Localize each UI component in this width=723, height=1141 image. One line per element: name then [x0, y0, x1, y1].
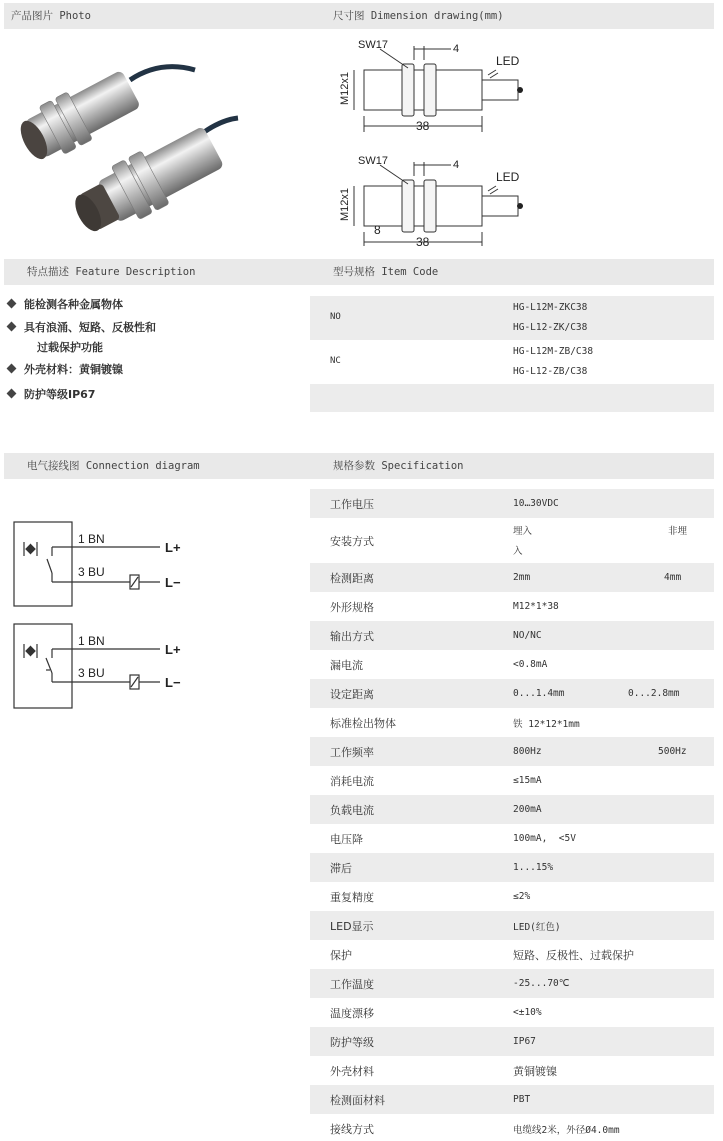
thread-label-2: M12x1	[339, 187, 351, 221]
spec-key: 工作频率	[330, 746, 374, 759]
spec-row	[310, 766, 714, 795]
spec-value: NO/NC	[513, 630, 542, 641]
l-plus-label: L+	[165, 540, 181, 555]
spec-key: 负载电流	[330, 804, 374, 817]
feature-item	[8, 361, 123, 377]
spec-value: <±10%	[513, 1007, 542, 1018]
spec-row	[310, 1056, 714, 1085]
spec-value: LED(红色)	[513, 922, 561, 933]
length-label-2: 38	[416, 235, 430, 249]
spec-value: 100mA, <5V	[513, 833, 576, 844]
spec-value: 2mm	[513, 572, 531, 583]
spec-key: 保护	[330, 949, 352, 962]
spec-key: 工作温度	[330, 978, 374, 991]
spec-row	[310, 1114, 714, 1141]
feature-text: 能检测各种金属物体	[24, 298, 123, 311]
feature-item-continued: 过载保护功能	[37, 341, 103, 354]
item-code-row	[310, 296, 714, 340]
specification-header: 规格参数 Specification	[310, 453, 714, 479]
item-code-value: HG-L12M-ZB/C38	[513, 346, 594, 357]
spec-value-2: 0...2.8mm	[628, 688, 680, 699]
spec-value: 黄铜镀镍	[513, 1065, 557, 1078]
feature-header: 特点描述 Feature Description	[4, 259, 310, 285]
spec-row	[310, 489, 714, 518]
item-code-type: NC	[330, 356, 341, 366]
spec-row	[310, 563, 714, 592]
spec-key: 外形规格	[330, 601, 374, 614]
wire-bn-label-2: 1 BN	[78, 634, 105, 648]
diamond-bullet-icon	[7, 299, 17, 309]
spec-key: 接线方式	[330, 1123, 374, 1136]
spec-key: 防护等级	[330, 1036, 374, 1049]
spec-row	[310, 911, 714, 940]
connection-diagram	[10, 518, 210, 713]
spec-row	[310, 592, 714, 621]
length-label: 38	[416, 119, 430, 133]
spec-row	[310, 998, 714, 1027]
spec-value: ≤2%	[513, 891, 531, 902]
photo-header: 产品图片 Photo	[4, 3, 310, 29]
spec-row	[310, 824, 714, 853]
spec-value-3: 入	[513, 546, 523, 557]
spec-value: 电缆线2米，外径Ø4.0mm	[513, 1125, 620, 1136]
spec-value-2: 500Hz	[658, 746, 687, 757]
spec-row	[310, 679, 714, 708]
item-code-value: HG-L12M-ZKC38	[513, 302, 588, 313]
spec-value: IP67	[513, 1036, 536, 1047]
spec-value-2: 非埋	[668, 526, 688, 537]
spec-row	[310, 795, 714, 824]
spec-key: 重复精度	[330, 891, 374, 904]
spec-row	[310, 1085, 714, 1114]
led-label: LED	[496, 54, 520, 68]
product-photo	[10, 40, 300, 255]
feature-text: 防护等级IP67	[24, 388, 96, 401]
spec-value: 短路、反极性、过载保护	[513, 949, 634, 962]
l-minus-label-2: L−	[165, 675, 181, 690]
spec-value: 铁 12*12*1mm	[513, 719, 580, 730]
spec-row	[310, 708, 714, 737]
item-code-value: HG-L12-ZB/C38	[513, 366, 588, 377]
spec-row	[310, 650, 714, 679]
l-minus-label: L−	[165, 575, 181, 590]
gap-label: 4	[453, 43, 460, 55]
item-code-row-empty	[310, 384, 714, 412]
wrench-label-2: SW17	[358, 155, 388, 167]
spec-value: PBT	[513, 1094, 531, 1105]
feature-text: 外壳材料：黄铜镀镍	[24, 363, 123, 376]
spec-key: 工作电压	[330, 498, 374, 511]
wire-bu-label: 3 BU	[78, 565, 105, 579]
feature-item	[8, 386, 95, 402]
spec-value: 200mA	[513, 804, 542, 815]
spec-table	[310, 489, 714, 1141]
spec-value: ≤15mA	[513, 775, 542, 786]
item-code-type: NO	[330, 312, 341, 322]
spec-key: 电压降	[330, 833, 363, 846]
feature-item	[8, 319, 156, 335]
spec-row	[310, 621, 714, 650]
thread-label: M12x1	[339, 71, 351, 105]
spec-key: 消耗电流	[330, 775, 374, 788]
spec-value: 1...15%	[513, 862, 554, 873]
spec-row	[310, 737, 714, 766]
wire-bu-label-2: 3 BU	[78, 666, 105, 680]
spec-key: 安装方式	[330, 535, 374, 548]
feature-text: 具有浪涌、短路、反极性和	[24, 321, 156, 334]
diamond-bullet-icon	[7, 364, 17, 374]
spec-key: 滞后	[330, 862, 352, 875]
spec-key: LED显示	[330, 920, 374, 933]
spec-value-2: 4mm	[664, 572, 682, 583]
diamond-bullet-icon	[7, 322, 17, 332]
spec-key: 检测面材料	[330, 1094, 385, 1107]
spec-row	[310, 518, 714, 563]
wire-bn-label: 1 BN	[78, 532, 105, 546]
diamond-bullet-icon	[7, 389, 17, 399]
offset-label: 8	[374, 223, 381, 237]
spec-value: M12*1*38	[513, 601, 559, 612]
dimension-drawing	[318, 30, 618, 258]
wrench-label: SW17	[358, 39, 388, 51]
dimension-header: 尺寸图 Dimension drawing(mm)	[310, 3, 714, 29]
spec-key: 检测距离	[330, 572, 374, 585]
feature-item	[8, 296, 123, 312]
item-code-table	[310, 296, 714, 412]
spec-value: -25...70℃	[513, 978, 570, 989]
spec-key: 漏电流	[330, 659, 363, 672]
gap-label-2: 4	[453, 159, 460, 171]
spec-value: 800Hz	[513, 746, 542, 757]
spec-key: 标准检出物体	[330, 717, 396, 730]
spec-value: 埋入	[513, 526, 533, 537]
spec-row	[310, 882, 714, 911]
item-code-row	[310, 340, 714, 384]
spec-row	[310, 853, 714, 882]
spec-key: 输出方式	[330, 630, 374, 643]
spec-value: 0...1.4mm	[513, 688, 565, 699]
spec-key: 温度漂移	[330, 1007, 374, 1020]
spec-row	[310, 940, 714, 969]
spec-row	[310, 1027, 714, 1056]
led-label-2: LED	[496, 170, 520, 184]
l-plus-label-2: L+	[165, 642, 181, 657]
spec-row	[310, 969, 714, 998]
connection-header: 电气接线图 Connection diagram	[4, 453, 310, 479]
spec-key: 外壳材料	[330, 1065, 374, 1078]
item-code-header: 型号规格 Item Code	[310, 259, 714, 285]
spec-value: 10…30VDC	[513, 498, 559, 509]
spec-value: <0.8mA	[513, 659, 548, 670]
spec-key: 设定距离	[330, 688, 374, 701]
item-code-value: HG-L12-ZK/C38	[513, 322, 588, 333]
